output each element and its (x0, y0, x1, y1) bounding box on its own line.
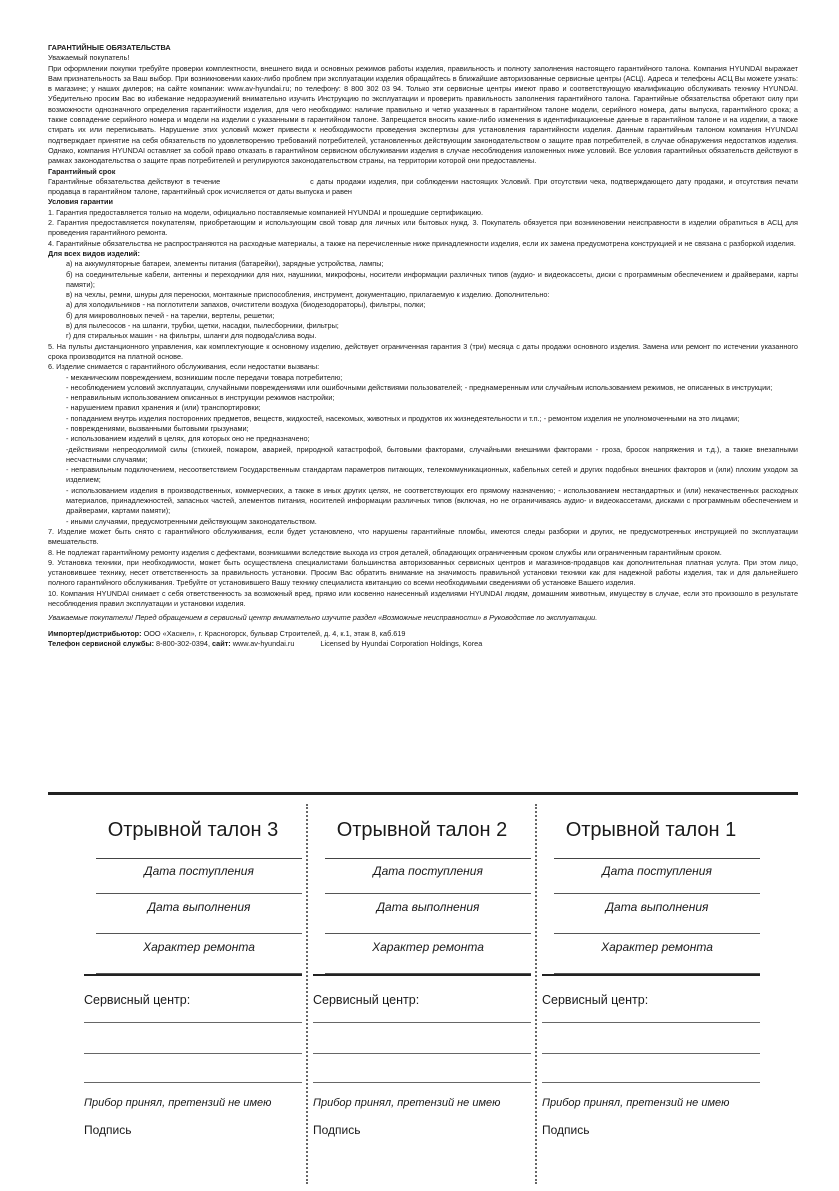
condition-6: 6. Изделие снимается с гарантийного обслуживания, если недостатки вызваны: (48, 362, 320, 372)
warranty-period-title: Гарантийный срок (48, 166, 116, 176)
condition-5: 5. На пульты дистанционного управления, как комплектующие к основному изделию, действует ограниченная гарантия 3 (три) месяца с даты продажи основного изделия. Замена или ремонт по истечении указанного срока производится на платной основе. (48, 341, 798, 361)
list-item: - неправильным использованием описанных в инструкции режимов настройки; (66, 393, 335, 403)
list-item: - несоблюдением условий эксплуатации, случайными повреждениями или ошибочными действиями пользователей; - преднамеренным или случайным использованием режимов, не описанных в инструкции; (66, 382, 773, 392)
coupon-title: Отрывной талон 3 (107, 819, 279, 841)
list-item: - использованием изделия в производственных, коммерческих, а также в иных других целях, не соответствующих его прямому назначению; - использованием нестандартных и (или) некачественных расходных материалов, принадлежностей, запасных частей, элементов питания, носителей информации различных типов (включая, но не ограничиваясь аудио- и видеокассетами, дисками с программным обеспечением и драйверами, картами памяти); (66, 485, 798, 516)
completed-date-field[interactable]: Дата выполнения (325, 894, 531, 934)
blank-line[interactable] (84, 1023, 302, 1054)
list-item: - нарушением правил хранения и (или) транспортировки; (66, 403, 261, 413)
greeting: Уважаемый покупатель! (48, 53, 130, 63)
coupon-3 (84, 815, 302, 1137)
signature-field[interactable]: Подпись (84, 1123, 132, 1137)
blank-line[interactable] (84, 1054, 302, 1083)
list-item: в) на чехлы, ремни, шнуры для переноски, монтажные приспособления, инструмент, документацию, прилагаемую к изделию. Дополнительно: (66, 290, 550, 300)
intro-paragraph: При оформлении покупки требуйте проверки комплектности, внешнего вида и основных режимов работы изделия, правильность и полноту заполнения настоящего гарантийного талона. Компания HYUNDAI выражает Вам признательность за Ваш выбор. При возникновении каких-либо проблем при эксплуатации изделия обращайтесь в ближайшие авторизованные сервисные центры (АСЦ). Адреса и телефоны АСЦ Вы можете узнать: в магазине; у наших дилеров; на сайте компании: www.av-hyundai.ru; по телефону: 8 800 302 03 94. Только эти сервисные центры имеют право и соответствующую квалификацию обслуживать технику HYUNDAI. Убедительно просим Вас во избежание недоразумений внимательно изучить Инструкцию по эксплуатации и проверить правильность заполнения гарантийного талона. Гарантийные обязательства обретают силу при возможности однозначного определения гарантийности изделия, для чего необходимо: наличие правильно и четко указанных в гарантийном талоне модели, серийного номера, даты выпуска, гарантийного срока; а также совпадение серийного номера и модели на изделии с указанными в гарантийном талоне. Запрещается вносить какие-либо изменения в идентификационные данные в гарантийном талоне и на изделии, а также стирать их или переписывать. Нарушение этих условий может привести к необходимости проведения экспертизы для установления гарантийности изделия. Данным гарантийным талоном компания HYUNDAI подтверждает принятие на себя обязательств по удовлетворению требований потребителей, установленных действующим законодательством о защите прав потребителей, в случае обнаружения недостатков изделия. Однако, компания HYUNDAI оставляет за собой право отказать в гарантийном сервисном обслуживании изделия в случае несоблюдения изложенных ниже условий. Все условия гарантийных обязательств действуют в рамках законодательства о защите прав потребителей и регулируются законодательством страны, на территории которой они предоставлены. (48, 63, 799, 166)
conditions-title: Условия гарантии (48, 197, 113, 207)
condition-8: 8. Не подлежат гарантийному ремонту изделия с дефектами, возникшими вследствие выхода из строя деталей, обладающих ограниченным сроком службы или ограниченным гарантийным сроком. (48, 547, 722, 557)
list-item: а) для холодильников - на поглотители запахов, очистители воздуха (биодезодораторы), фильтры, полки; (66, 300, 426, 310)
repair-type-field[interactable]: Характер ремонта (325, 934, 531, 974)
list-item: -действиями непреодолимой силы (стихией, пожаром, аварией, природной катастрофой, бытовыми факторами, случайными внешними факторами - гроза, бросок напряжения и т.д.), а также внезапными несчастными случаями; (66, 444, 798, 464)
condition-4: 4. Гарантийные обязательства не распространяются на расходные материалы, а также на перечисленные ниже принадлежности изделия, если их замена предусмотрена конструкцией и не связана с разборкой изделия. (48, 238, 796, 248)
condition-10: 10. Компания HYUNDAI снимает с себя ответственность за возможный вред, прямо или косвенно нанесенный изделиями HYUNDAI людям, домашним животным, имуществу в случае, если это произошло в результате несоблюдения правил эксплуатации и установки изделия. (48, 588, 798, 609)
tear-line[interactable] (535, 804, 537, 1184)
completed-date-field[interactable]: Дата выполнения (554, 894, 760, 934)
accepted-statement: Прибор принял, претензий не имею (313, 1097, 501, 1109)
condition-9: 9. Установка техники, при необходимости, может быть осуществлена специалистами большинства авторизованных сервисных центров и магазинов-продавцов как дополнительная платная услуга. При этом лицо, установившее технику, несет ответственность за правильность установки. Просим Вас обратить внимание на значимость правильной установки техники как для надежной работы изделия, так и для дальнейшего полного гарантийного обслуживания. Требуйте от установившего Вашу технику специалиста квитанцию со всеми необходимыми сведениями об установке Вашего изделия. (48, 557, 798, 588)
coupon-1 (542, 815, 760, 1137)
list-item: - механическим повреждением, возникшим после передачи товара потребителю; (66, 372, 343, 382)
received-date-field[interactable]: Дата поступления (325, 859, 531, 894)
repair-type-field[interactable]: Характер ремонта (96, 934, 302, 974)
section-divider (48, 792, 798, 795)
accepted-statement: Прибор принял, претензий не имею (542, 1097, 730, 1109)
service-phone-line: Телефон сервисной службы: 8-800-302-0394, сайт: www.av-hyundai.ru Licensed by Hyundai Corporation Holdings, Korea (48, 638, 483, 648)
service-center-field[interactable]: Сервисный центр: (84, 976, 302, 1023)
warranty-text (48, 43, 798, 649)
signature-field[interactable]: Подпись (542, 1123, 590, 1137)
list-item: - использованием изделий в целях, для которых оно не предназначено; (66, 434, 310, 444)
received-date-field[interactable]: Дата поступления (554, 859, 760, 894)
list-item: - повреждениями, вызванными бытовыми грызунами; (66, 423, 249, 433)
customer-notice: Уважаемые покупатели! Перед обращением в сервисный центр внимательно изучите раздел «Возможные неисправности» в Руководстве по эксплуатации. (48, 613, 598, 623)
completed-date-field[interactable]: Дата выполнения (96, 894, 302, 934)
received-date-field[interactable]: Дата поступления (96, 859, 302, 894)
service-center-field[interactable]: Сервисный центр: (542, 976, 760, 1023)
condition-1: 1. Гарантия предоставляется только на модели, официально поставляемые компанией HYUNDAI и прошедшие сертификацию. (48, 207, 484, 217)
list-item: а) на аккумуляторные батареи, элементы питания (батарейки), зарядные устройства, лампы; (66, 259, 384, 269)
list-item: в) для пылесосов - на шланги, трубки, щетки, насадки, пылесборники, фильтры; (66, 321, 339, 331)
repair-type-field[interactable]: Характер ремонта (554, 934, 760, 974)
warranty-period-text: Гарантийные обязательства действуют в течение с даты продажи изделия, при соблюдении настоящих Условий. При отсутствии чека, подтверждающего дату продажи, и отсутствия печати продавца в гарантийном талоне, гарантийный срок исчисляется от даты выпуска и равен (48, 176, 798, 197)
list-item: - попаданием внутрь изделия посторонних предметов, веществ, жидкостей, насекомых, животных и продуктов их жизнедеятельности и т.п.; - ремонтом изделия не уполномоченными на это лицами; (66, 413, 740, 423)
list-item: б) для микроволновых печей - на тарелки, вертелы, решетки; (66, 310, 275, 320)
blank-line[interactable] (313, 1054, 531, 1083)
coupon-title: Отрывной талон 2 (336, 819, 508, 841)
tear-line[interactable] (306, 804, 308, 1184)
list-item: - иными случаями, предусмотренными действующим законодательством. (66, 516, 317, 526)
coupon-2 (313, 815, 531, 1137)
blank-line[interactable] (313, 1023, 531, 1054)
condition-7: 7. Изделие может быть снято с гарантийного обслуживания, если будет установлено, что нарушены гарантийные пломбы, имеются следы разборки и других, не предусмотренных инструкцией по эксплуатации вмешательств. (48, 526, 798, 547)
service-center-field[interactable]: Сервисный центр: (313, 976, 531, 1023)
list-item: - неправильным подключением, несоответствием Государственным стандартам параметров питающих, телекоммуникационных, кабельных сетей и других подобных внешних факторов и (или) плохим уходом за изделием; (66, 465, 798, 485)
all-types-title: Для всех видов изделий: (48, 248, 140, 258)
list-item: г) для стиральных машин - на фильтры, шланги для подвода/слива воды. (66, 331, 317, 341)
doc-heading: ГАРАНТИЙНЫЕ ОБЯЗАТЕЛЬСТВА (48, 43, 171, 52)
blank-line[interactable] (542, 1054, 760, 1083)
condition-2: 2. Гарантия предоставляется покупателям, приобретающим и использующим свой товар для личных или бытовых нужд. 3. Покупатель обязуется при возникновении неисправности в изделии обратиться в АСЦ для проведения гарантийного ремонта. (48, 218, 798, 238)
blank-line[interactable] (542, 1023, 760, 1054)
list-item: б) на соединительные кабели, антенны и переходники для них, наушники, микрофоны, носители информации различных типов (аудио- и видеокассеты, диски с программным обеспечением и драйверами, карты памяти); (66, 269, 798, 289)
importer-line: Импортер/дистрибьютор: ООО «Хаскел», г. Красногорск, бульвар Строителей, д. 4, к.1, этаж 8, каб.619 (48, 628, 406, 638)
signature-field[interactable]: Подпись (313, 1123, 361, 1137)
coupon-title: Отрывной талон 1 (565, 819, 737, 841)
accepted-statement: Прибор принял, претензий не имею (84, 1097, 272, 1109)
